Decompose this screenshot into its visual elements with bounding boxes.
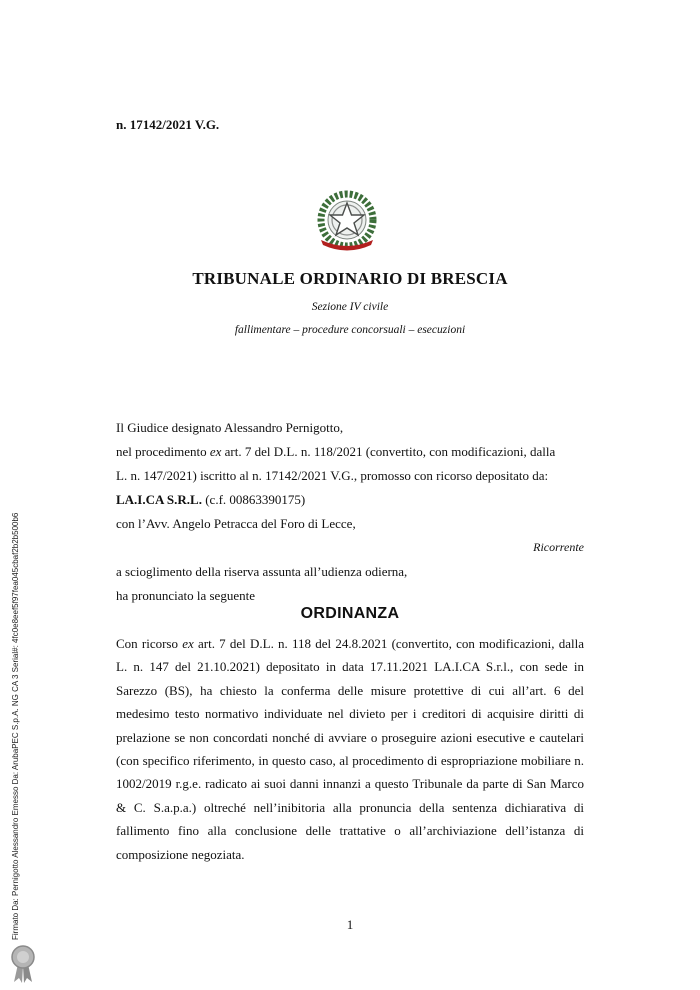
judge-line: Il Giudice designato Alessandro Pernigotto, <box>116 420 344 435</box>
procedure-line: nel procedimento ex art. 7 del D.L. n. 118/2021 (convertito, con modificazioni, dalla <box>116 444 556 459</box>
court-subsection: fallimentare – procedure concorsuali – esecuzioni <box>234 324 466 336</box>
body-paragraph: Con ricorso ex art. 7 del D.L. n. 118 del 24.8.2021 (convertito, con modificazioni, dalla L. n. 147 del 21.10.2021) depositato in data 17.11.2021 LA.I.CA S.r.l., con sede in Sarezzo (BS), ha chiesto la conferma delle misure protettive di cui all’art. 6 del medesimo testo normativo individuate nel divieto per i creditori di acquisire diritti di prelazione se non concordati nonché di avviare o proseguire azioni esecutive e cautelari (con specifico riferimento, in questo caso, al procedimento di espropriazione mobiliare n. 1002/2019 r.g.e. radicato ai suoi danni innanzi a questo Tribunale da parte di San Marco & C. S.a.p.a.) oltreché nell’inibitoria alla pronuncia della sentenza dichiarativa di fallimento fino alla conclusione delle trattative o all’archiviazione dell’istanza di composizione negoziata. <box>116 636 584 862</box>
reservation-line: a scioglimento della riserva assunta all’udienza odierna, <box>116 564 408 579</box>
court-name: TRIBUNALE ORDINARIO DI BRESCIA <box>192 269 508 288</box>
ordinance-title: ORDINANZA <box>300 605 400 622</box>
court-section: Sezione IV civile <box>311 301 389 313</box>
pronounce-line: ha pronunciato la seguente <box>116 588 255 603</box>
lawyer-line: con l’Avv. Angelo Petracca del Foro di Lecce, <box>116 516 356 531</box>
registration-line: L. n. 147/2021) iscritto al n. 17142/2021 V.G., promosso con ricorso depositato da: <box>116 468 549 483</box>
applicant-line: LA.I.CA S.R.L. (c.f. 00863390175) <box>116 492 306 507</box>
document-number: n. 17142/2021 V.G. <box>116 117 220 132</box>
republic-emblem <box>315 190 379 254</box>
applicant-name: LA.I.CA S.R.L. <box>116 492 202 507</box>
signature-seal-icon <box>8 944 38 984</box>
page-number: 1 <box>346 917 354 932</box>
digital-signature-strip: Firmato Da: Pernigotto Alessandro Emesso Da: ArubaPEC S.p.A. NG CA 3 Serial#: 4fc0e8eef5f97fea045cbaf2b2b500b6 <box>11 512 20 940</box>
role-label: Ricorrente <box>533 540 584 554</box>
